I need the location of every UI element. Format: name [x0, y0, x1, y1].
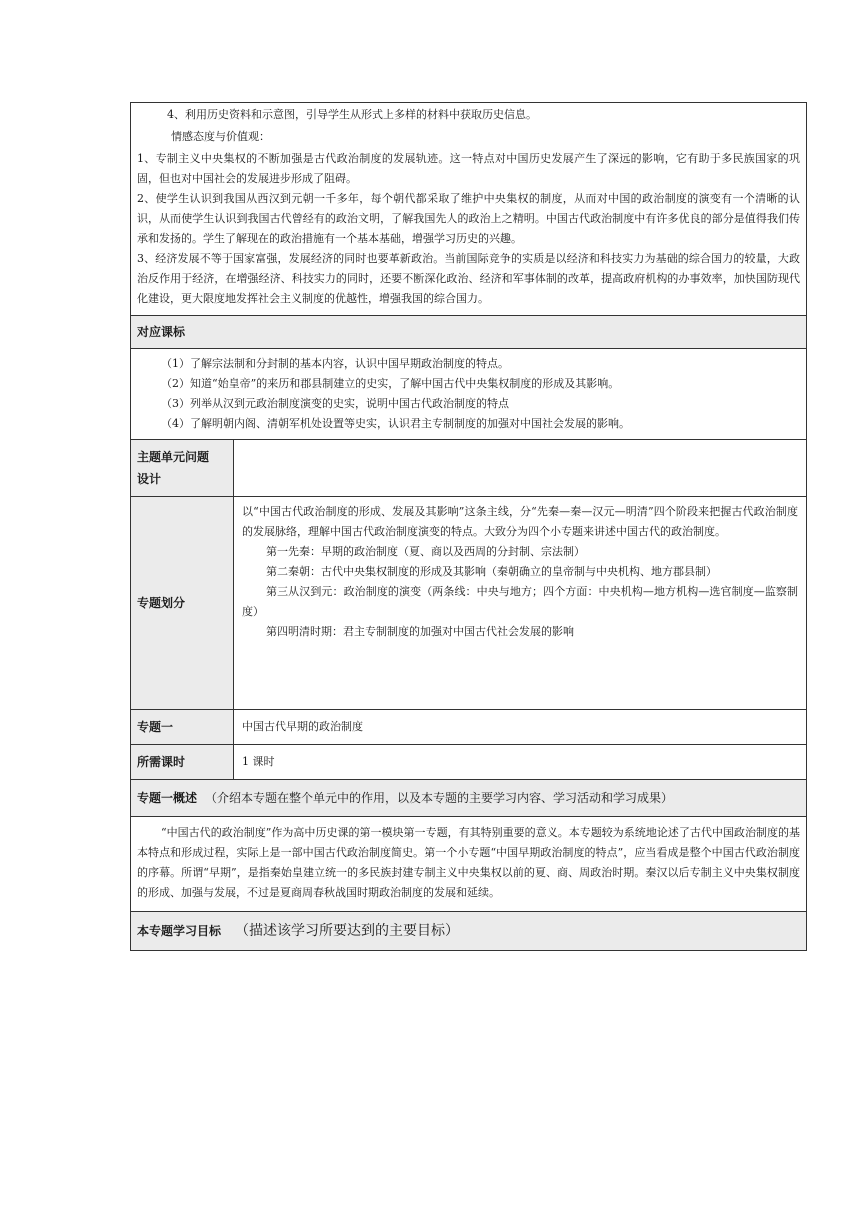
attitude-item-3: 3、经济发展不等于国家富强，发展经济的同时也要革新政治。当前国际竞争的实质是以经济和科技实力为基础的综合国力的较量，大政治反作用于经济，在增强经济、科技实力的同时，还要不断深化政治、经济和军事体制的改革，提高政府机构的办事效率，加快国防现代化建设，更大限度地发挥社会主义制度的优越性，增强我国的综合国力。 [137, 252, 800, 305]
question-design-value-cell [234, 440, 807, 497]
hours-label: 所需课时 [137, 754, 186, 769]
topic1-value: 中国古代早期的政治制度 [242, 720, 363, 733]
objectives-heading-cell [131, 912, 807, 951]
question-design-label-line1: 主题单元问题 [137, 450, 210, 464]
goals-row [131, 103, 807, 316]
overview-heading-row [131, 780, 807, 817]
topic-item-1: 第一先秦：早期的政治制度（夏、商以及西周的分封制、宗法制） [266, 545, 585, 558]
standards-heading-cell [131, 316, 807, 349]
overview-heading: 专题一概述 （介绍本专题在整个单元中的作用，以及本专题的主要学习内容、学习活动和学习成果） [137, 790, 674, 805]
lesson-plan-page [130, 102, 806, 951]
standard-item-3: （3）列举从汉到元政治制度演变的史实，说明中国古代政治制度的特点 [161, 397, 509, 410]
hours-row [131, 745, 807, 780]
topic1-label-cell [131, 710, 234, 745]
standard-item-2: （2）知道“始皇帝”的来历和郡县制建立的史实，了解中国古代中央集权制度的形成及其影响。 [161, 377, 620, 390]
attitude-item-2: 2、使学生认识到我国从西汉到元朝一千多年，每个朝代都采取了维护中央集权的制度，从而对中国的政治制度的演变有一个清晰的认识，从而使学生认识到我国古代曾经有的政治文明，了解我国先人的政治上之精明。中国古代政治制度中有许多优良的部分是值得我们传承和发扬的。学生了解现在的政治措施有一个基本基础，增强学习历史的兴趣。 [137, 192, 800, 245]
overview-note: （介绍本专题在整个单元中的作用，以及本专题的主要学习内容、学习活动和学习成果） [205, 790, 674, 805]
standards-heading-row [131, 316, 807, 349]
question-design-label-line2: 设计 [137, 472, 162, 486]
topic-item-3: 第三从汉到元：政治制度的演变（两条线：中央与地方；四个方面：中央机构—地方机构—选官制度—监察制度） [242, 585, 798, 618]
topic-item-2: 第二秦朝：古代中央集权制度的形成及其影响（秦朝确立的皇帝制与中央机构、地方郡县制） [266, 565, 717, 578]
attitude-item-1: 1、专制主义中央集权的不断加强是古代政治制度的发展轨迹。这一特点对中国历史发展产生了深远的影响，它有助于多民族国家的巩固，但也对中国社会的发展进步形成了阻碍。 [137, 152, 800, 185]
standards-cell [131, 349, 807, 440]
question-design-label-cell [131, 440, 234, 497]
lesson-plan-table [130, 102, 807, 951]
overview-body-row [131, 817, 807, 912]
topic-item-4: 第四明清时期：君主专制制度的加强对中国古代社会发展的影响 [266, 625, 574, 638]
topics-intro: 以“中国古代政治制度的形成、发展及其影响”这条主线，分“先秦—秦—汉元—明清”四个阶段来把握古代政治制度的发展脉络，理解中国古代政治制度演变的特点。大致分为四个小专题来讲述中国古代的政治制度。 [242, 505, 798, 538]
standard-item-4: （4）了解明朝内阁、清朝军机处设置等史实，认识君主专制制度的加强对中国社会发展的影响。 [161, 417, 630, 430]
standards-row [131, 349, 807, 440]
standards-heading: 对应课标 [137, 324, 186, 339]
topic1-row [131, 710, 807, 745]
standard-item-1: （1）了解宗法制和分封制的基本内容，认识中国早期政治制度的特点。 [161, 357, 509, 370]
question-design-value [234, 443, 250, 456]
goals-cell [131, 103, 807, 316]
hours-value-cell [234, 745, 807, 780]
question-design-row [131, 440, 807, 497]
attitude-heading: 情感态度与价值观： [171, 130, 270, 143]
hours-label-cell [131, 745, 234, 780]
overview-heading-cell [131, 780, 807, 817]
topics-row [131, 497, 807, 710]
topics-value-cell [234, 497, 807, 710]
topic1-value-cell [234, 710, 807, 745]
overview-body-cell [131, 817, 807, 912]
objectives-heading: 本专题学习目标 （描述该学习所要达到的主要目标） [137, 922, 460, 939]
topics-label-cell [131, 497, 234, 710]
overview-body: “中国古代的政治制度”作为高中历史课的第一模块第一专题，有其特别重要的意义。本专题较为系统地论述了古代中国政治制度的基本特点和形成过程，实际上是一部中国古代政治制度简史。第一个小专题“中国早期政治制度的特点”，应当看成是整个中国古代政治制度的序幕。所谓“早期”，是指秦始皇建立统一的多民族封建专制主义中央集权以前的夏、商、周政治时期。秦汉以后专制主义中央集权制度的形成、加强与发展，不过是夏商周春秋战国时期政治制度的发展和延续。 [137, 826, 800, 899]
topics-label: 专题划分 [137, 595, 186, 610]
topic1-label: 专题一 [137, 719, 174, 734]
objectives-heading-row [131, 912, 807, 951]
objectives-note: （描述该学习所要达到的主要目标） [235, 922, 460, 939]
hours-value: 1 课时 [242, 755, 275, 768]
goal-item-4: 4、利用历史资料和示意图，引导学生从形式上多样的材料中获取历史信息。 [167, 108, 537, 121]
